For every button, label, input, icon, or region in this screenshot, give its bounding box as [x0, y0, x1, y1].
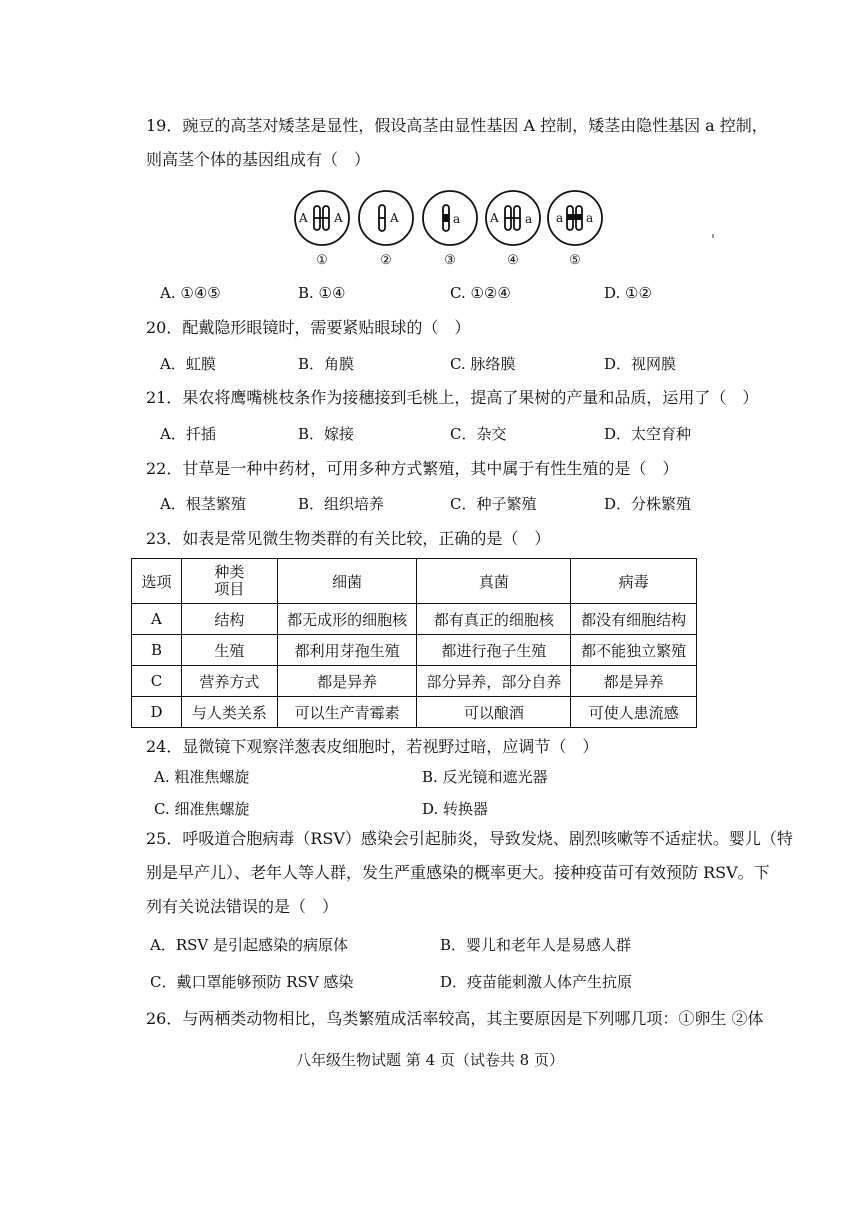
- table-cell: 都进行孢子生殖: [417, 635, 571, 666]
- table-row: [132, 697, 697, 728]
- q20-option-b[interactable]: B．角膜: [298, 355, 355, 373]
- q24-option-c[interactable]: C. 细准焦螺旋: [154, 800, 250, 818]
- table-cell: 与人类关系: [181, 697, 277, 728]
- gene-c2: A: [390, 211, 399, 225]
- question-25-line-2: 别是早产儿）、老年人等人群，发生严重感染的概率更大。接种疫苗可有效预防 RSV。下: [146, 863, 770, 882]
- question-23: 23．如表是常见微生物类群的有关比较，正确的是（ ）: [146, 529, 551, 548]
- question-26: 26．与两栖类动物相比，鸟类繁殖成活率较高，其主要原因是下列哪几项：①卵生 ②体: [146, 1009, 764, 1028]
- table-cell: B: [132, 635, 182, 666]
- header-fungi: 真菌: [417, 559, 571, 604]
- gene-cell-diagram: [290, 190, 610, 270]
- figure-label-1: ①: [316, 253, 328, 268]
- q19-option-d[interactable]: D. ①②: [604, 284, 652, 302]
- scan-speck: [712, 234, 714, 238]
- table-cell: 可以生产青霉素: [277, 697, 417, 728]
- figure-label-3: ③: [444, 253, 456, 268]
- header-category-bottom: 项目: [214, 580, 245, 598]
- table-cell: 都无成形的细胞核: [277, 604, 417, 635]
- question-25-options-row2: [150, 972, 720, 992]
- q20-option-a[interactable]: A．虹膜: [160, 355, 216, 373]
- table-cell: 结构: [181, 604, 277, 635]
- q25-option-c[interactable]: C．戴口罩能够预防 RSV 感染: [150, 973, 354, 991]
- question-20: 20．配戴隐形眼镜时，需要紧贴眼球的（ ）: [146, 318, 471, 337]
- q21-option-d[interactable]: D．太空育种: [604, 425, 692, 443]
- q22-option-c[interactable]: C．种子繁殖: [450, 495, 537, 513]
- gene-c1-right: A: [334, 211, 343, 225]
- gene-c5-left: a: [556, 211, 564, 225]
- q22-option-d[interactable]: D．分株繁殖: [604, 495, 692, 513]
- table-cell: 可以酿酒: [417, 697, 571, 728]
- header-virus: 病毒: [571, 559, 697, 604]
- q22-option-b[interactable]: B．组织培养: [298, 495, 385, 513]
- q25-option-a[interactable]: A．RSV 是引起感染的病原体: [150, 936, 349, 954]
- question-22: 22．甘草是一种中药材，可用多种方式繁殖，其中属于有性生殖的是（ ）: [146, 459, 679, 478]
- figure-label-5: ⑤: [569, 253, 581, 268]
- q25-option-b[interactable]: B．婴儿和老年人是易感人群: [440, 936, 632, 954]
- q24-option-b[interactable]: B. 反光镜和遮光器: [422, 768, 548, 786]
- q24-option-a[interactable]: A. 粗准焦螺旋: [154, 768, 250, 786]
- table-row: [132, 604, 697, 635]
- q19-option-a[interactable]: A. ①④⑤: [160, 284, 221, 302]
- table-cell: 部分异养，部分自养: [417, 666, 571, 697]
- question-19-line-2: 则高茎个体的基因组成有（ ）: [146, 150, 371, 169]
- question-19-options: [160, 283, 720, 303]
- q25-option-d[interactable]: D．疫苗能刺激人体产生抗原: [440, 973, 633, 991]
- question-25-line-3: 列有关说法错误的是（ ）: [146, 897, 339, 916]
- table-cell: 可使人患流感: [571, 697, 697, 728]
- q21-option-c[interactable]: C．杂交: [450, 425, 507, 443]
- header-bacteria: 细菌: [277, 559, 417, 604]
- q20-option-c[interactable]: C. 脉络膜: [450, 355, 516, 373]
- header-option: 选项: [132, 559, 182, 604]
- header-category: [181, 559, 277, 604]
- table-cell: C: [132, 666, 182, 697]
- question-22-options: [160, 494, 720, 514]
- table-cell: 都不能独立繁殖: [571, 635, 697, 666]
- table-row: [132, 635, 697, 666]
- question-24: 24．显微镜下观察洋葱表皮细胞时，若视野过暗，应调节（ ）: [146, 737, 599, 756]
- table-cell: A: [132, 604, 182, 635]
- q24-option-d[interactable]: D. 转换器: [422, 800, 489, 818]
- q21-option-b[interactable]: B．嫁接: [298, 425, 355, 443]
- gene-c5-right: a: [586, 211, 594, 225]
- table-cell: 生殖: [181, 635, 277, 666]
- figure-label-4: ④: [507, 253, 519, 268]
- question-20-options: [160, 354, 720, 374]
- q21-option-a[interactable]: A．扦插: [160, 425, 216, 443]
- cell-3: [423, 191, 477, 245]
- figure-label-2: ②: [380, 253, 392, 268]
- header-category-top: 种类: [214, 563, 245, 581]
- gene-c3: a: [453, 212, 461, 226]
- cell-2: [359, 191, 413, 245]
- question-19-line-1: 19．豌豆的高茎对矮茎是显性，假设高茎由显性基因 A 控制，矮茎由隐性基因 a 控制，: [146, 116, 768, 135]
- table-header-row: [132, 559, 697, 604]
- table-cell: 都是异养: [571, 666, 697, 697]
- q19-option-b[interactable]: B. ①④: [298, 284, 346, 302]
- question-24-options-row1: [154, 767, 720, 787]
- question-25-line-1: 25．呼吸道合胞病毒（RSV）感染会引起肺炎，导致发烧、剧烈咳嗽等不适症状。婴儿（特: [146, 829, 793, 848]
- question-24-options-row2: [154, 799, 720, 819]
- gene-cell-figure: [290, 190, 610, 270]
- gene-c1-left: A: [299, 211, 308, 225]
- microbe-comparison-table: [131, 558, 697, 728]
- table-cell: D: [132, 697, 182, 728]
- question-25-options-row1: [150, 935, 720, 955]
- table-row: [132, 666, 697, 697]
- table-cell: 都有真正的细胞核: [417, 604, 571, 635]
- q22-option-a[interactable]: A．根茎繁殖: [160, 495, 246, 513]
- q19-option-c[interactable]: C. ①②④: [450, 284, 511, 302]
- page-footer: 八年级生物试题 第 4 页（试卷共 8 页）: [296, 1051, 564, 1069]
- gene-c4-right: a: [525, 212, 533, 226]
- table-cell: 都利用芽孢生殖: [277, 635, 417, 666]
- question-21: 21．果农将鹰嘴桃枝条作为接穗接到毛桃上，提高了果树的产量和品质，运用了（ ）: [146, 388, 759, 407]
- table-cell: 营养方式: [181, 666, 277, 697]
- question-21-options: [160, 424, 720, 444]
- gene-c4-left: A: [490, 211, 499, 225]
- table-cell: 都是异养: [277, 666, 417, 697]
- table-cell: 都没有细胞结构: [571, 604, 697, 635]
- q20-option-d[interactable]: D．视网膜: [604, 355, 677, 373]
